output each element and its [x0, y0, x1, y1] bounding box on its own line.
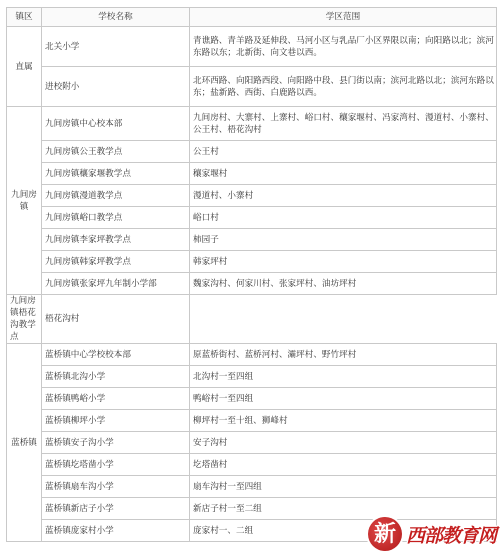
school-name-cell: 九间房镇张家坪九年制小学部: [42, 273, 190, 295]
scope-cell: 扇车沟村一至四组: [190, 476, 497, 498]
scope-cell: 鸭峪村一至四组: [190, 388, 497, 410]
table-row: [7, 27, 497, 67]
school-name-cell: 蓝桥镇新店子小学: [42, 498, 190, 520]
table-header-row: [7, 8, 497, 27]
scope-cell: 原蓝桥街村、蓝桥河村、灞坪村、野竹坪村: [190, 344, 497, 366]
school-name-cell: 蓝桥镇鸭峪小学: [42, 388, 190, 410]
scope-cell: 圪塔凿村: [190, 454, 497, 476]
scope-cell: 漫道村、小寨村: [190, 185, 497, 207]
table-row: [7, 432, 497, 454]
school-name-cell: 九间房镇李家坪教学点: [42, 229, 190, 251]
school-district-table: [6, 7, 497, 542]
school-name-cell: 九间房镇穰家堰教学点: [42, 163, 190, 185]
school-name-cell: 进校附小: [42, 67, 190, 107]
table-row: [7, 454, 497, 476]
school-name-cell: 蓝桥镇北沟小学: [42, 366, 190, 388]
table-row: [7, 410, 497, 432]
scope-cell: 九间房村、大寨村、上寨村、峪口村、穰家堰村、冯家湾村、漫道村、小寨村、公王村、梧花沟村: [190, 107, 497, 141]
scope-cell: 魏家沟村、何家川村、张家坪村、油坊坪村: [190, 273, 497, 295]
scope-cell: 庞家村一、二组: [190, 520, 497, 542]
scope-cell: 柳坪村一至十组、狮峰村: [190, 410, 497, 432]
school-name-cell: 九间房镇韩家坪教学点: [42, 251, 190, 273]
watermark-seal: 新: [368, 517, 402, 551]
scope-cell: 峪口村: [190, 207, 497, 229]
table-row: [7, 185, 497, 207]
scope-cell: 安子沟村: [190, 432, 497, 454]
scope-cell: 新店子村一至二组: [190, 498, 497, 520]
scope-cell: 北环西路、向阳路西段、向阳路中段、县门街以南；滨河北路以北；滨河东路以东；盐新路、西街、白鹿路以西。: [190, 67, 497, 107]
table-row: [7, 388, 497, 410]
table-row: [7, 107, 497, 141]
district-cell: 九间房镇: [7, 107, 42, 295]
scope-cell: 梧花沟村: [42, 295, 190, 344]
table-row: [7, 251, 497, 273]
table-row: [7, 295, 497, 344]
scope-cell: 柿园子: [190, 229, 497, 251]
school-name-cell: 蓝桥镇中心学校校本部: [42, 344, 190, 366]
table-row: [7, 476, 497, 498]
table-row: [7, 67, 497, 107]
school-name-cell: 北关小学: [42, 27, 190, 67]
school-name-cell: 九间房镇中心校本部: [42, 107, 190, 141]
scope-cell: 韩家坪村: [190, 251, 497, 273]
table-row: [7, 229, 497, 251]
scope-cell: 青谯路、青羊路及延伸段、马河小区与乳品厂小区界限以南；向阳路以北；滨河东路以东；北新街、向文巷以西。: [190, 27, 497, 67]
header-school: 学校名称: [42, 8, 190, 27]
school-name-cell: 蓝桥镇柳坪小学: [42, 410, 190, 432]
scope-cell: 公王村: [190, 141, 497, 163]
header-scope: 学区范围: [190, 8, 497, 27]
table-row: [7, 207, 497, 229]
school-name-cell: 蓝桥镇扇车沟小学: [42, 476, 190, 498]
table-row: [7, 344, 497, 366]
scope-cell: 北沟村一至四组: [190, 366, 497, 388]
table-row: [7, 366, 497, 388]
header-district: 镇区: [7, 8, 42, 27]
table-row: [7, 163, 497, 185]
table-row: [7, 273, 497, 295]
watermark-text: 西部教育网: [405, 524, 496, 547]
school-name-cell: 蓝桥镇圪塔凿小学: [42, 454, 190, 476]
school-name-cell: 九间房镇梧花沟教学点: [7, 295, 42, 344]
school-name-cell: 蓝桥镇安子沟小学: [42, 432, 190, 454]
watermark-logo: [368, 514, 496, 554]
school-name-cell: 九间房镇漫道教学点: [42, 185, 190, 207]
school-name-cell: 蓝桥镇庞家村小学: [42, 520, 190, 542]
scope-cell: 穰家堰村: [190, 163, 497, 185]
district-cell: 直属: [7, 27, 42, 107]
district-cell: 蓝桥镇: [7, 344, 42, 542]
school-name-cell: 九间房镇公王教学点: [42, 141, 190, 163]
school-name-cell: 九间房镇峪口教学点: [42, 207, 190, 229]
table-row: [7, 141, 497, 163]
